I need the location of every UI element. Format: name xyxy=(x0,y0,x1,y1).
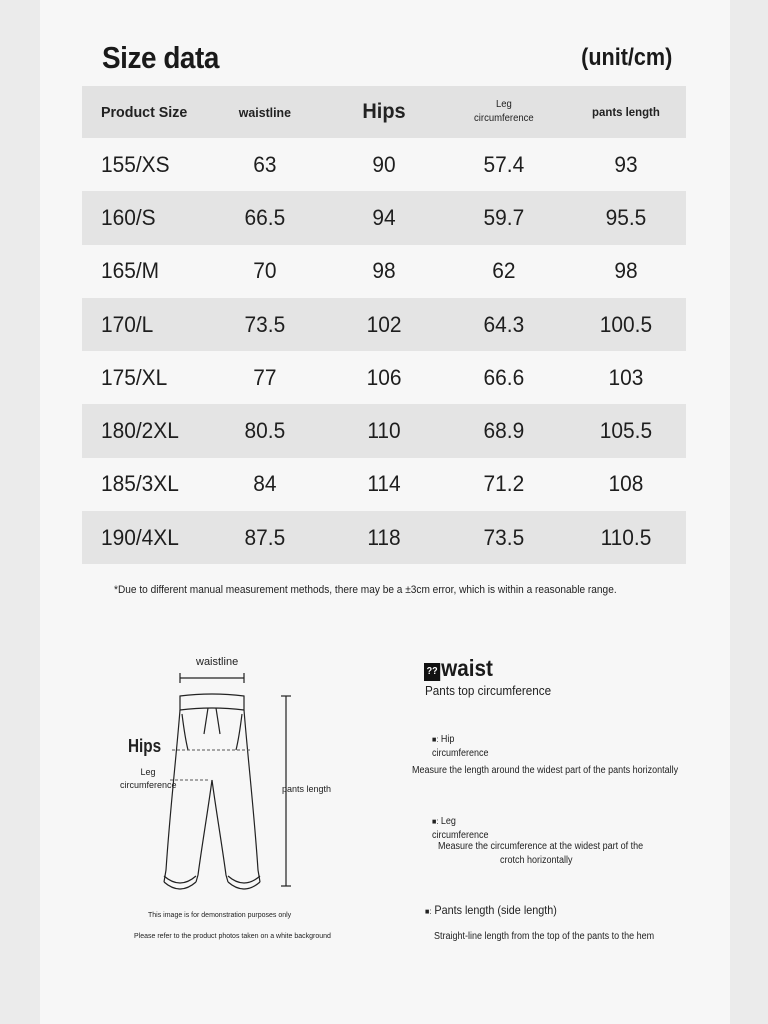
diagram-waistline-label: waistline xyxy=(196,656,239,668)
length-description: Straight-line length from the top of the pants to the hem xyxy=(434,931,655,942)
cell-size: 175/XL xyxy=(101,364,168,390)
pants-illustration xyxy=(110,650,340,950)
hip-label xyxy=(432,733,489,761)
cell-length: 110.5 xyxy=(600,524,652,550)
table-row xyxy=(82,298,686,351)
cell-leg: 57.4 xyxy=(483,151,525,177)
cell-length: 100.5 xyxy=(599,311,653,337)
leg-label-text: Leg circumference xyxy=(432,816,489,841)
measurement-note: *Due to different manual measurement methods, there may be a ±3cm error, which is within a reasonable range. xyxy=(114,584,617,596)
cell-length: 93 xyxy=(614,151,638,177)
cell-leg: 59.7 xyxy=(483,204,525,230)
measurement-definitions xyxy=(412,655,724,955)
cell-size: 160/S xyxy=(101,204,156,230)
cell-size: 170/L xyxy=(101,311,154,337)
table-row xyxy=(82,138,686,191)
bullet-icon: ■: xyxy=(432,735,439,744)
page-title: Size data xyxy=(102,40,219,75)
pants-diagram xyxy=(110,650,340,950)
header-product-size: Product Size xyxy=(101,103,188,121)
cell-leg: 71.2 xyxy=(483,471,525,497)
length-label xyxy=(425,903,557,917)
cell-hips: 114 xyxy=(367,471,401,497)
cell-waistline: 84 xyxy=(252,471,277,497)
header-hips: Hips xyxy=(362,100,406,123)
diagram-leg-label: Leg circumference xyxy=(120,767,177,790)
diagram-caption-1: This image is for demonstration purposes only xyxy=(148,912,292,919)
cell-hips: 98 xyxy=(372,258,396,284)
header-leg-circumference-text: Leg circumference xyxy=(474,99,535,124)
table-row xyxy=(82,245,686,298)
cell-leg: 62 xyxy=(492,258,516,284)
cell-leg: 66.6 xyxy=(483,364,525,390)
length-label-text: Pants length (side length) xyxy=(434,903,557,917)
cell-leg: 64.3 xyxy=(483,311,525,337)
cell-hips: 106 xyxy=(366,364,402,390)
cell-length: 105.5 xyxy=(599,418,653,444)
waist-heading xyxy=(424,655,493,682)
cell-waistline: 66.5 xyxy=(244,204,285,230)
cell-size: 185/3XL xyxy=(101,471,179,497)
cell-size: 190/4XL xyxy=(101,524,179,550)
table-row xyxy=(82,404,686,457)
waist-subtitle: Pants top circumference xyxy=(425,683,552,698)
cell-hips: 90 xyxy=(372,151,396,177)
table-row xyxy=(82,191,686,244)
leg-description-line-1: Measure the circumference at the widest part of the xyxy=(438,841,644,852)
cell-waistline: 70 xyxy=(252,258,277,284)
table-header xyxy=(82,86,686,138)
size-table xyxy=(82,86,686,564)
table-body xyxy=(82,138,686,564)
cell-length: 103 xyxy=(608,364,644,390)
header-waistline: waistline xyxy=(238,104,291,120)
unit-label: (unit/cm) xyxy=(580,44,672,71)
bullet-icon: ■: xyxy=(425,907,432,916)
cell-length: 95.5 xyxy=(605,204,647,230)
cell-size: 155/XS xyxy=(101,151,170,177)
cell-length: 108 xyxy=(608,471,644,497)
cell-leg: 68.9 xyxy=(483,418,525,444)
cell-size: 180/2XL xyxy=(101,418,179,444)
hip-description: Measure the length around the widest part of the pants horizontally xyxy=(412,765,679,776)
cell-waistline: 77 xyxy=(252,364,277,390)
leg-label xyxy=(432,815,489,843)
cell-length: 98 xyxy=(614,258,638,284)
cell-waistline: 73.5 xyxy=(244,311,285,337)
table-row xyxy=(82,458,686,511)
cell-leg: 73.5 xyxy=(483,524,525,550)
cell-waistline: 80.5 xyxy=(244,418,285,444)
cell-size: 165/M xyxy=(101,258,160,284)
cell-hips: 94 xyxy=(372,204,396,230)
waist-title: waist xyxy=(441,655,493,681)
diagram-caption-2: Please refer to the product photos taken on a white background xyxy=(134,933,331,940)
table-row xyxy=(82,351,686,404)
bullet-icon: ?? xyxy=(424,663,440,681)
table-row xyxy=(82,511,686,564)
cell-hips: 102 xyxy=(366,311,402,337)
hip-label-text: Hip circumference xyxy=(432,734,489,759)
cell-waistline: 87.5 xyxy=(244,524,285,550)
diagram-hips-label: Hips xyxy=(128,736,162,756)
cell-waistline: 63 xyxy=(252,151,277,177)
cell-hips: 110 xyxy=(367,418,401,444)
header-leg-circumference xyxy=(445,98,563,126)
cell-hips: 118 xyxy=(367,524,401,550)
bullet-icon: ■: xyxy=(432,817,439,826)
header-pants-length: pants length xyxy=(592,105,660,119)
diagram-pants-length-label: pants length xyxy=(282,784,332,794)
leg-description-line-2: crotch horizontally xyxy=(500,855,573,866)
